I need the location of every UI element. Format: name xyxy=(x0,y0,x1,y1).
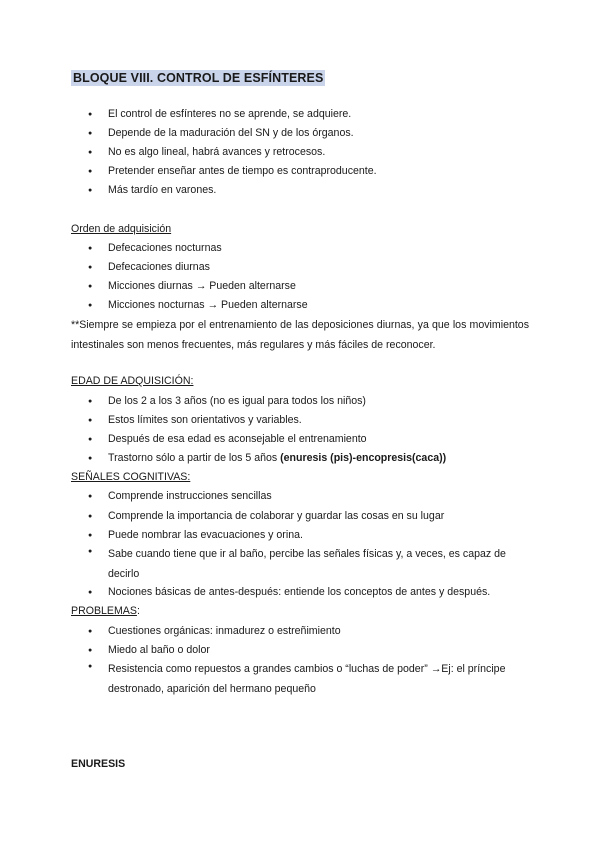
list-item: ● Micciones nocturnas → Pueden alternarse xyxy=(108,299,308,311)
list-item: ● Más tardío en varones. xyxy=(108,184,216,196)
section-heading-enuresis: ENURESIS xyxy=(71,758,126,770)
section-heading-orden: Orden de adquisición xyxy=(71,223,172,235)
list-item: ● Comprende instrucciones sencillas xyxy=(108,490,272,502)
section-heading-problemas xyxy=(71,605,140,617)
list-item-text: Trastorno sólo a partir de los 5 años xyxy=(108,452,281,464)
list-item: ● Depende de la maduración del SN y de los órganos. xyxy=(108,127,354,139)
list-item: ● Después de esa edad es aconsejable el entrenamiento xyxy=(108,433,367,445)
section-heading-problemas-colon: : xyxy=(136,605,140,617)
list-item: ● Nociones básicas de antes-después: entiende los conceptos de antes y después. xyxy=(108,586,490,598)
list-item: ● El control de esfínteres no se aprende, se adquiere. xyxy=(108,108,351,120)
list-item: ● De los 2 a los 3 años (no es igual para todos los niños) xyxy=(108,395,366,407)
list-item: ● Micciones diurnas → Pueden alternarse xyxy=(108,280,296,292)
list-item: ● Defecaciones nocturnas xyxy=(108,242,222,254)
document-title: BLOQUE VIII. CONTROL DE ESFÍNTERES xyxy=(73,71,324,85)
list-item: ● Puede nombrar las evacuaciones y orina. xyxy=(108,529,303,541)
list-item: ● Comprende la importancia de colaborar y guardar las cosas en su lugar xyxy=(108,510,444,522)
list-item: ● Estos límites son orientativos y variables. xyxy=(108,414,302,426)
list-item-bold-text: (enuresis (pis)-encopresis(caca)) xyxy=(280,452,447,464)
list-item: ● No es algo lineal, habrá avances y retrocesos. xyxy=(108,146,325,158)
list-item: ● Miedo al baño o dolor xyxy=(108,644,210,656)
list-item: ● Resistencia como repuestos a grandes cambios o “luchas de poder” →Ej: el príncipe destronado, aparición del hermano pequeño xyxy=(108,660,532,699)
list-item: ● Pretender enseñar antes de tiempo es contraproducente. xyxy=(108,165,377,177)
section-heading-senales: SEÑALES COGNITIVAS: xyxy=(71,471,191,483)
list-item: ● Cuestiones orgánicas: inmadurez o estreñimiento xyxy=(108,625,341,637)
list-item: ● Defecaciones diurnas xyxy=(108,261,210,273)
orden-note: **Siempre se empieza por el entrenamiento de las deposiciones diurnas, ya que los movimientos intestinales son menos frecuentes, más regulares y más fáciles de reconocer. xyxy=(71,319,529,351)
list-item xyxy=(108,452,446,464)
list-item: ● Sabe cuando tiene que ir al baño, percibe las señales físicas y, a veces, es capaz de decirlo xyxy=(108,545,532,584)
section-heading-edad: EDAD DE ADQUISICIÓN: xyxy=(71,375,194,387)
section-heading-problemas-text: PROBLEMAS xyxy=(71,605,137,617)
